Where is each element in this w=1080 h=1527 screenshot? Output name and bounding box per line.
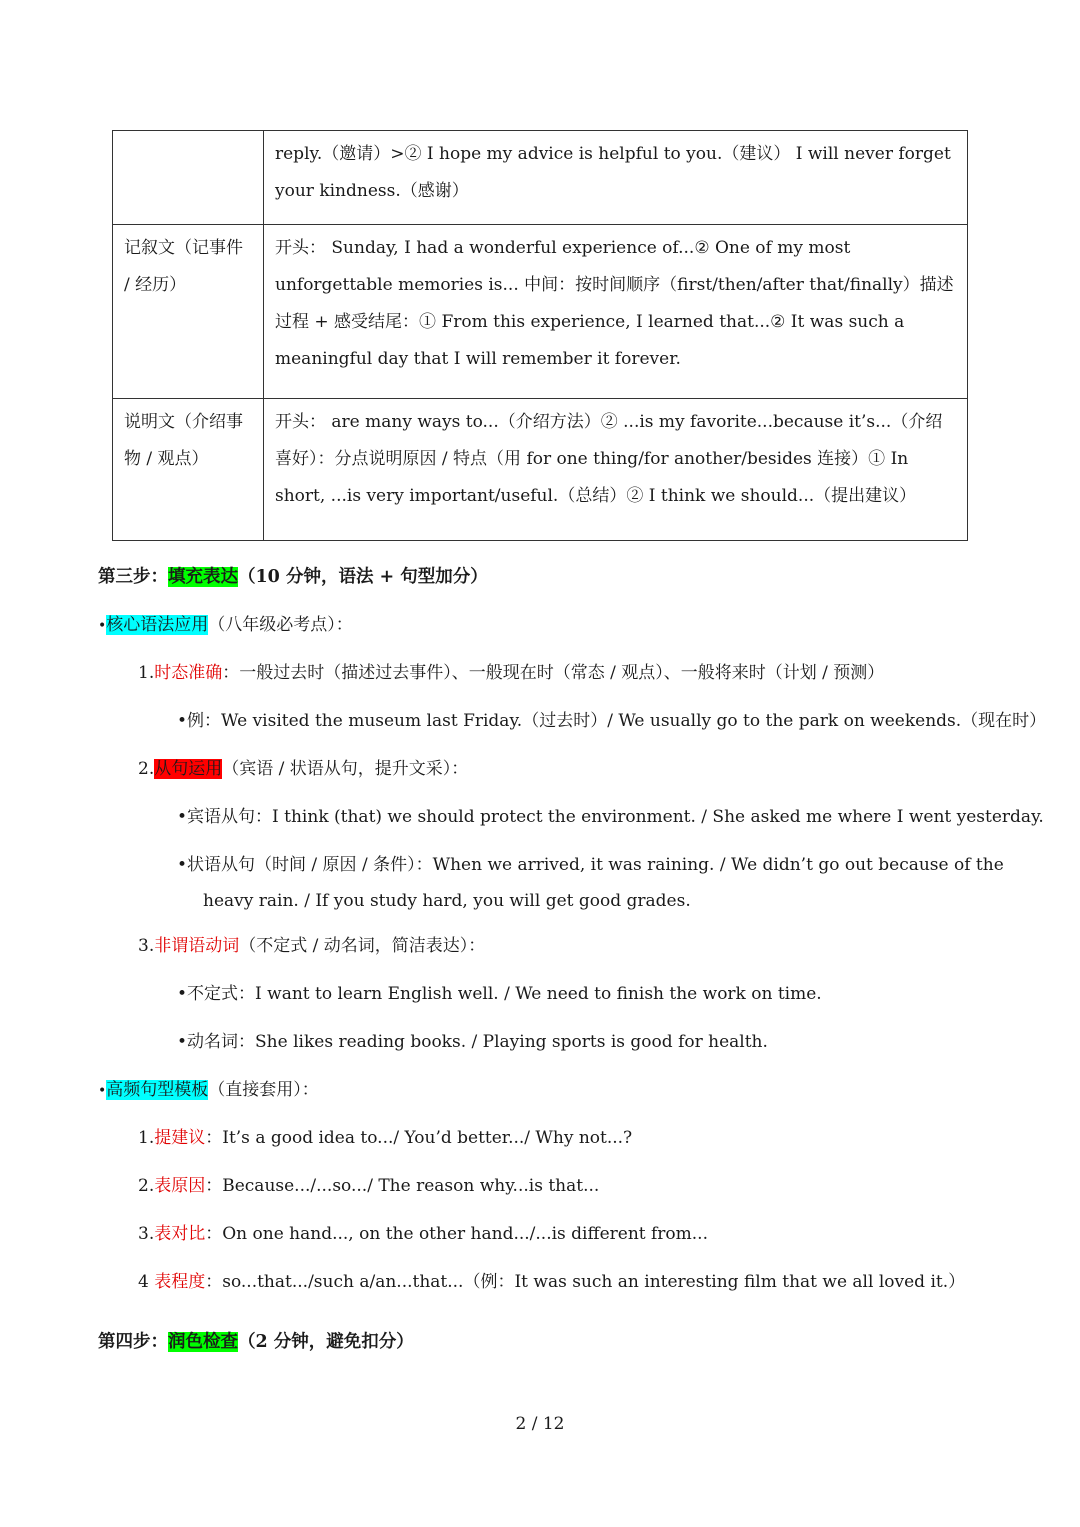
item-number: 2. bbox=[138, 759, 155, 779]
table-row bbox=[113, 131, 968, 225]
sub-text: When we arrived, it was raining. / We didn’t go out because of the bbox=[432, 855, 1004, 875]
item-label: 时态准确 bbox=[154, 663, 223, 683]
item-label: 非谓语动词 bbox=[154, 936, 240, 956]
bullet-icon: • bbox=[98, 1083, 107, 1099]
template-text-cell: 开头： are many ways to...（介绍方法）② ...is my favorite...because it’s...（介绍喜好）：分点说明原因 / 特点（用 for one thing/for another/besides 连接）① In short, ...is very important/useful.（总结）② I think we should...（提出建议） bbox=[264, 399, 968, 541]
pattern-item bbox=[138, 1174, 599, 1198]
sub-label: •例： bbox=[177, 711, 222, 731]
adverbial-clause-continuation bbox=[203, 889, 691, 913]
step3-highlight: 填充表达 bbox=[168, 567, 238, 587]
item-text: （宾语 / 状语从句，提升文采）： bbox=[222, 759, 469, 779]
pattern-item bbox=[138, 1126, 632, 1150]
pattern-item bbox=[138, 1222, 708, 1246]
sub-label: •状语从句（时间 / 原因 / 条件）： bbox=[177, 855, 433, 875]
item-text: ：It’s a good idea to.../ You’d better.../ Why not...? bbox=[205, 1128, 633, 1148]
item-text: ：On one hand..., on the other hand.../...is different from... bbox=[205, 1224, 708, 1244]
item-number: 2. bbox=[138, 1176, 155, 1196]
step3-suffix: （10 分钟，语法 + 句型加分） bbox=[238, 567, 488, 587]
item-label: 表原因 bbox=[154, 1176, 206, 1196]
item-text: ：so...that.../such a/an...that...（例：It was such an interesting film that we all loved it.） bbox=[205, 1272, 966, 1292]
sub-text: heavy rain. / If you study hard, you will get good grades. bbox=[203, 891, 691, 911]
essay-type-cell: 说明文（介绍事物 / 观点） bbox=[113, 399, 264, 541]
step4-prefix: 第四步： bbox=[98, 1332, 168, 1352]
sub-label: •宾语从句： bbox=[177, 807, 273, 827]
sub-label: •动名词： bbox=[177, 1032, 256, 1052]
sub-text: We visited the museum last Friday.（过去时）/ We usually go to the park on weekends.（现在时） bbox=[221, 711, 1047, 731]
object-clause-example bbox=[177, 805, 1044, 829]
patterns-heading bbox=[98, 1078, 319, 1103]
item-label: 提建议 bbox=[154, 1128, 206, 1148]
item-number: 3. bbox=[138, 936, 155, 956]
template-text-cell: 开头： Sunday, I had a wonderful experience of...② One of my most unforgettable memories is... 中间：按时间顺序（first/then/after that/finally）描述过程 + 感受结尾：① From this experience, I learned that...② It was such a meaningful day that I will remember it forever. bbox=[264, 225, 968, 399]
infinitive-example bbox=[177, 982, 822, 1006]
sub-label: •不定式： bbox=[177, 984, 256, 1004]
table-row bbox=[113, 225, 968, 399]
page-number: 2 / 12 bbox=[515, 1414, 565, 1434]
template-text-cell: reply.（邀请）>② I hope my advice is helpful to you.（建议） I will never forget your kindness.（感谢） bbox=[264, 131, 968, 225]
writing-template-table bbox=[112, 130, 968, 541]
item-text: ：一般过去时（描述过去事件）、一般现在时（常态 / 观点）、一般将来时（计划 / 预测） bbox=[222, 663, 885, 683]
item-label: 表程度 bbox=[154, 1272, 206, 1292]
grammar-example bbox=[177, 709, 1046, 733]
pattern-item bbox=[138, 1270, 965, 1294]
item-number: 1. bbox=[138, 1128, 155, 1148]
step3-prefix: 第三步： bbox=[98, 567, 168, 587]
item-label: 从句运用 bbox=[154, 759, 223, 779]
grammar-title: 核心语法应用 bbox=[106, 615, 209, 635]
gerund-example bbox=[177, 1030, 768, 1054]
step4-heading bbox=[98, 1330, 414, 1354]
patterns-note: （直接套用）： bbox=[208, 1080, 319, 1100]
sub-text: I think (that) we should protect the environment. / She asked me where I went yesterday. bbox=[272, 807, 1044, 827]
item-number: 4 bbox=[138, 1272, 155, 1292]
grammar-item-tense bbox=[138, 661, 884, 685]
sub-text: I want to learn English well. / We need to finish the work on time. bbox=[255, 984, 822, 1004]
grammar-item-clause bbox=[138, 757, 468, 781]
item-text: （不定式 / 动名词，简洁表达）： bbox=[239, 936, 486, 956]
essay-type-cell: 记叙文（记事件 / 经历） bbox=[113, 225, 264, 399]
sub-text: She likes reading books. / Playing sports is good for health. bbox=[255, 1032, 768, 1052]
grammar-heading bbox=[98, 613, 353, 638]
grammar-item-nonfinite bbox=[138, 934, 485, 958]
step4-highlight: 润色检查 bbox=[168, 1332, 238, 1352]
item-number: 1. bbox=[138, 663, 155, 683]
step3-heading bbox=[98, 565, 488, 589]
item-text: ：Because.../...so.../ The reason why...is that... bbox=[205, 1176, 600, 1196]
adverbial-clause-example bbox=[177, 853, 1004, 877]
item-label: 表对比 bbox=[154, 1224, 206, 1244]
grammar-note: （八年级必考点）： bbox=[208, 615, 353, 635]
bullet-icon: • bbox=[98, 618, 107, 634]
essay-type-cell bbox=[113, 131, 264, 225]
item-number: 3. bbox=[138, 1224, 155, 1244]
table-row bbox=[113, 399, 968, 541]
patterns-title: 高频句型模板 bbox=[106, 1080, 209, 1100]
step4-suffix: （2 分钟，避免扣分） bbox=[238, 1332, 414, 1352]
